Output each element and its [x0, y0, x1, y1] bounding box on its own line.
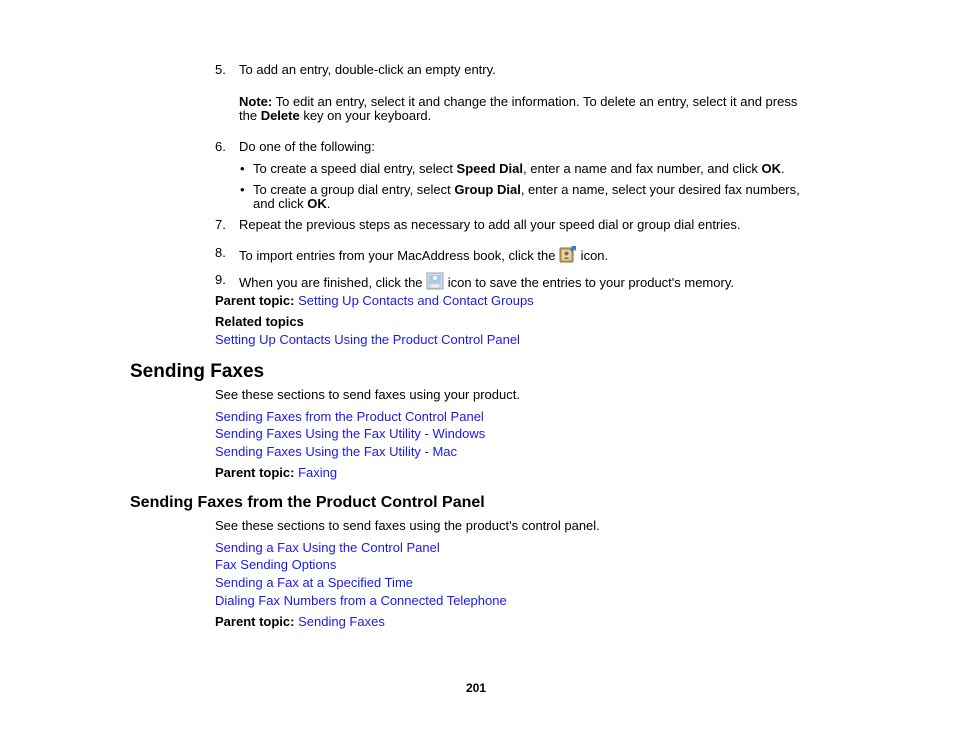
related-topic-link-control-panel[interactable]: Setting Up Contacts Using the Product Control Panel	[215, 332, 520, 347]
related-topics-label: Related topics	[215, 314, 304, 329]
step-8-number: 8.	[215, 245, 226, 260]
step-9-text	[239, 272, 734, 290]
section-heading-sending-faxes: Sending Faxes	[130, 361, 265, 382]
step-5-number: 5.	[215, 62, 226, 77]
note-text-2b: key on your keyboard.	[299, 108, 432, 123]
bullet-1-mark: •	[240, 161, 245, 176]
step-7-number: 7.	[215, 217, 226, 232]
step-6-number: 6.	[215, 139, 226, 154]
page-number: 201	[466, 681, 487, 695]
link-faxes-from-control-panel[interactable]: Sending Faxes from the Product Control Panel	[215, 409, 484, 424]
link-fax-utility-mac[interactable]: Sending Faxes Using the Fax Utility - Mac	[215, 444, 458, 459]
parent-topic-link-contacts[interactable]: Setting Up Contacts and Contact Groups	[298, 293, 534, 308]
step-8-b: icon.	[577, 248, 609, 263]
parent-topic-link-faxing[interactable]: Faxing	[298, 465, 338, 480]
save-to-product-icon	[426, 272, 444, 290]
bullet-1-c: , enter a name and fax number, and click	[523, 161, 762, 176]
parent-topic-label-3: Parent topic:	[215, 614, 295, 629]
step-8-a: To import entries from your MacAddress book, click the	[239, 248, 560, 263]
parent-topic-1	[215, 293, 534, 308]
section-heading-control-panel: Sending Faxes from the Product Control Panel	[130, 494, 485, 511]
delete-key-label: Delete	[260, 108, 300, 123]
bullet-1-text	[253, 161, 785, 176]
bullet-2-line-2	[253, 196, 330, 211]
parent-topic-label: Parent topic:	[215, 293, 295, 308]
link-send-fax-control-panel[interactable]: Sending a Fax Using the Control Panel	[215, 540, 440, 555]
link-fax-sending-options[interactable]: Fax Sending Options	[215, 557, 337, 572]
related-topic-link[interactable]	[215, 332, 520, 347]
link-fax-utility-windows[interactable]: Sending Faxes Using the Fax Utility - Windows	[215, 426, 486, 441]
parent-topic-label-2: Parent topic:	[215, 465, 295, 480]
link-fax-specified-time[interactable]: Sending a Fax at a Specified Time	[215, 575, 414, 590]
speed-dial-label: Speed Dial	[456, 161, 524, 176]
parent-topic-link-sending-faxes[interactable]: Sending Faxes	[298, 614, 385, 629]
step-9-a: When you are finished, click the	[239, 275, 427, 290]
step-8-text	[239, 245, 608, 263]
step-6-text: Do one of the following:	[239, 139, 375, 154]
note-line-2	[239, 108, 431, 123]
note-text-2a: the	[239, 108, 261, 123]
bullet-2-c: , enter a name, select your desired fax numbers,	[520, 182, 800, 197]
group-dial-label: Group Dial	[454, 182, 521, 197]
note-label: Note:	[239, 94, 273, 109]
note-text-1: To edit an entry, select it and change the information. To delete an entry, select it and press	[272, 94, 798, 109]
bullet-1-e: .	[780, 161, 785, 176]
bullet-2-d: and click	[253, 196, 308, 211]
step-7-text: Repeat the previous steps as necessary to add all your speed dial or group dial entries.	[239, 217, 741, 232]
step-9-b: icon to save the entries to your product's memory.	[444, 275, 734, 290]
link-dial-connected-telephone[interactable]: Dialing Fax Numbers from a Connected Telephone	[215, 593, 507, 608]
bullet-2-f: .	[326, 196, 331, 211]
bullet-2-line-1	[253, 182, 800, 197]
parent-topic-2	[215, 465, 337, 480]
ok-label: OK	[761, 161, 781, 176]
ok-label-2: OK	[307, 196, 327, 211]
section-1-intro: See these sections to send faxes using your product.	[215, 387, 520, 402]
note-line-1	[239, 94, 797, 109]
bullet-1-a: To create a speed dial entry, select	[253, 161, 457, 176]
step-9-number: 9.	[215, 272, 226, 287]
parent-topic-3	[215, 614, 385, 629]
step-5-text: To add an entry, double-click an empty entry.	[239, 62, 496, 77]
address-book-import-icon	[559, 245, 577, 263]
bullet-2-a: To create a group dial entry, select	[253, 182, 455, 197]
bullet-2-mark: •	[240, 182, 245, 197]
section-2-intro: See these sections to send faxes using the product's control panel.	[215, 518, 600, 533]
